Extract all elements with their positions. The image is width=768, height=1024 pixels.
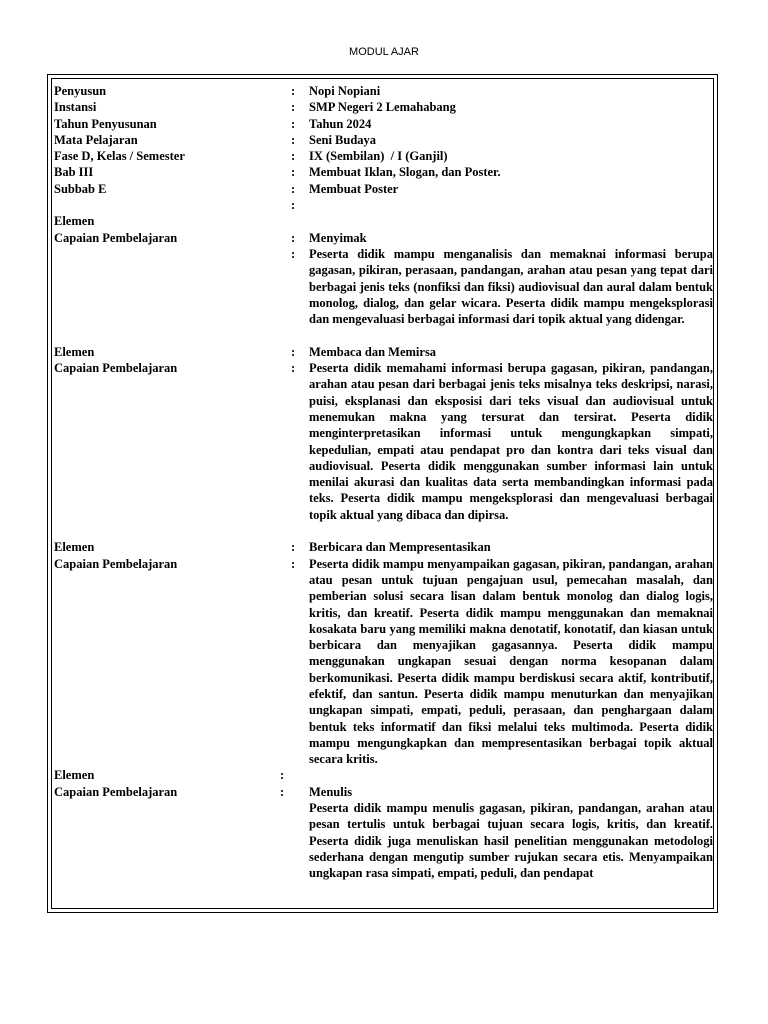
colon: : [291, 149, 296, 164]
colon: : [280, 768, 285, 783]
capaian-label: Capaian Pembelajaran [54, 361, 178, 376]
colon: : [291, 540, 296, 555]
identity-row-subbab [52, 181, 713, 197]
identity-value: Tahun 2024 [309, 116, 372, 131]
colon: : [291, 132, 296, 147]
identity-row-penyusun [52, 83, 713, 99]
identity-value: Membuat Poster [309, 181, 399, 196]
capaian-label: Capaian Pembelajaran [54, 230, 178, 245]
colon: : [291, 84, 296, 98]
identity-row-tahun [52, 116, 713, 132]
section-capaian-row [52, 800, 713, 881]
identity-row-mapel [52, 132, 713, 148]
identity-value: Membuat Iklan, Slogan, dan Poster. [309, 165, 501, 180]
section-elemen-row [52, 213, 713, 229]
identity-label: Tahun Penyusunan [54, 116, 157, 131]
colon: : [291, 198, 296, 213]
identity-row-blank [52, 197, 713, 213]
identity-value: IX (Sembilan) / I (Ganjil) [309, 149, 448, 164]
identity-row-instansi [52, 99, 713, 115]
elemen-label: Elemen [54, 344, 95, 359]
identity-label: Subbab E [54, 181, 107, 196]
elemen-value: Menyimak [309, 230, 367, 245]
colon: : [291, 116, 296, 131]
document-content [52, 83, 713, 882]
document-title: MODUL AJAR [349, 46, 419, 58]
colon: : [291, 100, 296, 115]
colon: : [291, 556, 296, 571]
colon: : [291, 246, 296, 261]
section-elemen-row [52, 539, 713, 555]
colon: : [291, 165, 296, 180]
identity-label: Bab III [54, 165, 94, 180]
identity-label: Penyusun [54, 84, 107, 98]
capaian-text: Peserta didik mampu menyampaikan gagasan, pikiran, pandangan, arahan atau pesan untuk tujuan pengajuan usul, pemecahan masalah, dan pemberian solusi secara lisan dalam bentuk monolog dan dialog logis, kritis, dan kreatif. Peserta didik mampu menggunakan dan memaknai kosakata baru yang memiliki makna denotatif, konotatif, dan kiasan untuk berbicara dan menyajikan gagasannya. Peserta didik mampu menggunakan ungkapan sesuai dengan norma kesopanan dalam berkomunikasi. Peserta didik mampu berdiskusi secara aktif, kontributif, efektif, dan santun. Peserta didik mampu menuturkan dan menyajikan ungkapan simpati, empati, peduli, perasaan, dan penghargaan dalam bentuk teks informatif dan fiksi melalui teks multimoda. Peserta didik mampu mengungkapkan dan mempresentasikan berbagai topik aktual secara kritis. [309, 556, 713, 767]
elemen-value: Membaca dan Memirsa [309, 344, 437, 359]
section-elemen-value-row [52, 784, 713, 800]
identity-label: Instansi [54, 100, 97, 115]
spacer [52, 327, 713, 343]
identity-row-bab [52, 164, 713, 180]
section-capaian-row [52, 246, 713, 327]
capaian-text: Peserta didik mampu menganalisis dan memaknai informasi berupa gagasan, pikiran, perasaan, pandangan, arahan atau pesan yang tepat dari berbagai jenis teks (nonfiksi dan fiksi) audiovisual dan aural dalam bentuk monolog, dialog, dan gelar wicara. Peserta didik mampu mengeksplorasi dan mengevaluasi berbagai informasi dari topik aktual yang didengar. [309, 246, 713, 327]
colon: : [291, 344, 296, 359]
elemen-value: Menulis [309, 784, 353, 799]
elemen-label: Elemen [54, 768, 95, 783]
document-frame-inner [51, 78, 714, 909]
colon: : [291, 361, 296, 376]
identity-value: Seni Budaya [309, 132, 377, 147]
capaian-label: Capaian Pembelajaran [54, 784, 178, 799]
identity-value: Nopi Nopiani [309, 84, 381, 98]
colon: : [291, 230, 296, 245]
section-capaian-row [52, 360, 713, 523]
section-capaian-row [52, 556, 713, 768]
spacer [52, 523, 713, 539]
identity-label: Fase D, Kelas / Semester [54, 149, 185, 164]
colon: : [291, 181, 296, 196]
identity-row-fase [52, 148, 713, 164]
identity-value: SMP Negeri 2 Lemahabang [309, 100, 456, 115]
capaian-text: Peserta didik mampu menulis gagasan, pikiran, pandangan, arahan atau pesan tertulis untuk berbagai tujuan secara logis, kritis, dan kreatif. Peserta didik juga menuliskan hasil penelitian menggunakan metodologi sederhana dengan mengutip sumber rujukan secara etis. Menyampaikan ungkapan rasa simpati, empati, peduli, dan pendapat [309, 801, 713, 881]
capaian-label: Capaian Pembelajaran [54, 556, 178, 571]
elemen-value: Berbicara dan Mempresentasikan [309, 540, 491, 555]
section-elemen-row [52, 767, 713, 783]
elemen-label: Elemen [54, 214, 95, 229]
elemen-label: Elemen [54, 540, 95, 555]
document-frame [47, 74, 718, 913]
capaian-text: Peserta didik memahami informasi berupa gagasan, pikiran, pandangan, arahan atau pesan dari berbagai jenis teks misalnya teks deskripsi, narasi, puisi, eksplanasi dan eksposisi dari teks visual dan audiovisual untuk menemukan makna yang tersurat dan tersirat. Peserta didik menginterpretasikan informasi untuk mengungkapkan simpati, kepedulian, empati atau pendapat pro dan kontra dari teks visual dan audiovisual. Peserta didik menggunakan sumber informasi lain untuk menilai akurasi dan kualitas data serta membandingkan informasi pada teks. Peserta didik mampu mengeksplorasi dan mengevaluasi berbagai topik aktual yang dibaca dan dipirsa. [309, 361, 713, 522]
section-elemen-value-row [52, 230, 713, 246]
identity-label: Mata Pelajaran [54, 132, 138, 147]
colon: : [280, 784, 285, 799]
section-elemen-row [52, 344, 713, 360]
